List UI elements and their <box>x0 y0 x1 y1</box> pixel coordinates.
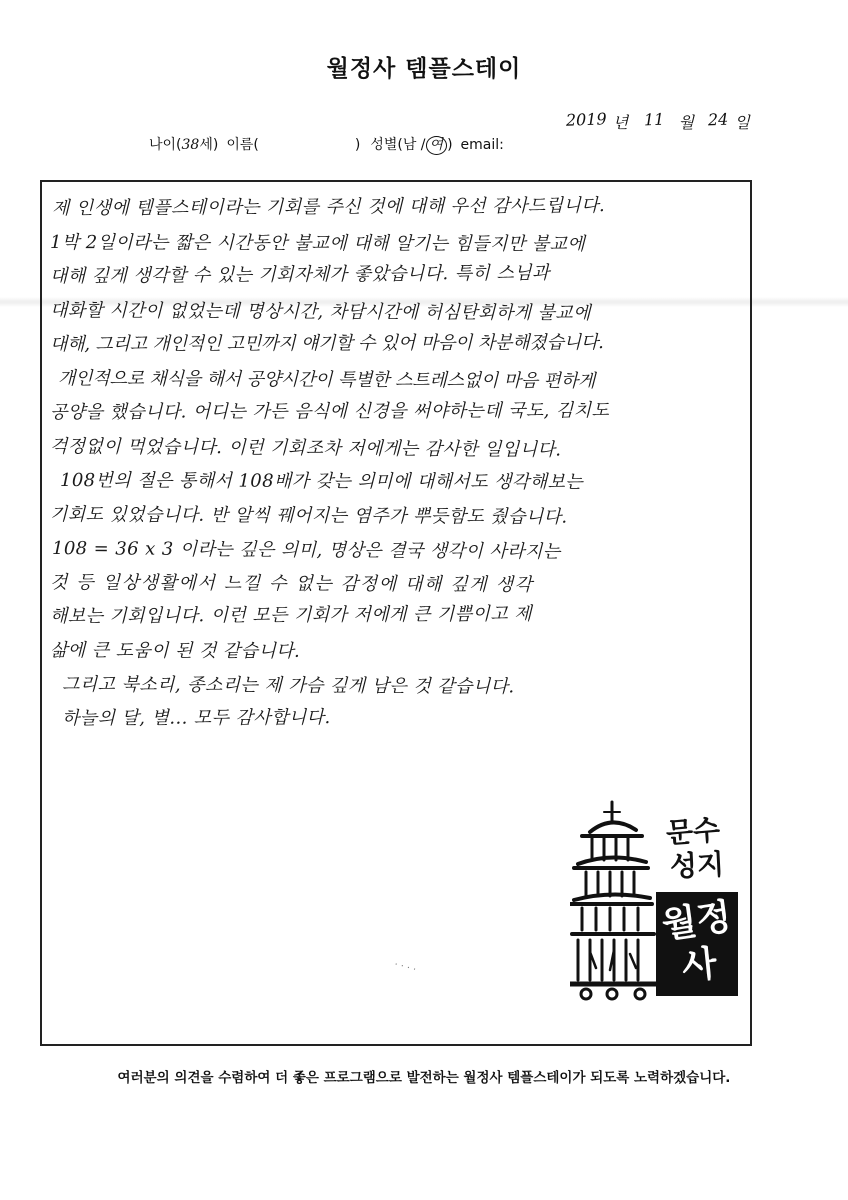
letter-line: 걱정없이 먹었습니다. 이런 기회조차 저에게는 감사한 일입니다. <box>49 436 562 461</box>
name-close: ) <box>354 137 361 153</box>
letter-line: 개인적으로 채식을 해서 공양시간이 특별한 스트레스없이 마음 편하게 <box>57 368 596 392</box>
age-label: 나이( <box>149 137 182 153</box>
letter-body <box>50 192 750 736</box>
footer-note: 여러분의 의견을 수렴하여 더 좋은 프로그램으로 발전하는 월정사 템플스테이가 되도록 노력하겠습니다. <box>117 1070 731 1086</box>
date-day-suffix: 일 <box>734 113 750 132</box>
letter-line: 하늘의 달, 별... 모두 감사합니다. <box>61 707 331 729</box>
page-title: 월정사 템플스테이 <box>326 56 522 82</box>
age-suffix: 세) <box>199 137 219 153</box>
letter-line: 것 등 일상생활에서 느낄 수 없는 감정에 대해 깊게 생각 <box>49 572 534 596</box>
stamp-text-line1: 문수 <box>664 813 722 850</box>
info-line <box>149 134 504 155</box>
letter-line: 108 = 36 x 3 이라는 깊은 의미, 명상은 결국 생각이 사라지는 <box>51 538 561 563</box>
letter-line: 공양을 했습니다. 어디는 가든 음식에 신경을 써야하는데 국도, 김치도 <box>49 400 610 423</box>
pencil-dots: · · · · <box>392 959 418 976</box>
date-day: 24 <box>707 109 729 130</box>
date-line <box>566 110 750 133</box>
letter-line: 대해 깊게 생각할 수 있는 기회자체가 좋았습니다. 특히 스님과 <box>49 262 550 287</box>
seal-text-line2: 사 <box>679 943 719 988</box>
stamp-text-line2: 성지 <box>669 847 725 884</box>
email-label: email: <box>460 137 504 153</box>
age-value: 38 <box>181 137 200 153</box>
letter-line: 대해, 그리고 개인적인 고민까지 얘기할 수 있어 마음이 차분해졌습니다. <box>49 332 604 355</box>
letter-line: 108번의 절은 통해서 108배가 갖는 의미에 대해서도 생각해보는 <box>59 470 584 493</box>
seal-text-line1: 월정 <box>659 896 735 947</box>
letter-line: 그리고 북소리, 종소리는 제 가슴 깊게 남은 것 같습니다. <box>61 674 515 698</box>
letter-line: 기회도 있었습니다. 반 알씩 꿰어지는 염주가 뿌듯함도 줬습니다. <box>49 504 568 528</box>
name-label: 이름( <box>226 137 259 153</box>
letter-line: 삶에 큰 도움이 된 것 같습니다. <box>49 640 301 662</box>
temple-stamp <box>570 800 745 1015</box>
date-month-suffix: 월 <box>678 113 695 132</box>
letter-line: 대화할 시간이 없었는데 명상시간, 차담시간에 허심탄회하게 불교에 <box>49 300 591 324</box>
letter-line: 1박 2일이라는 짧은 시간동안 불교에 대해 알기는 힘들지만 불교에 <box>49 232 586 255</box>
date-year: 2019 <box>565 109 607 130</box>
date-month: 11 <box>643 109 665 130</box>
gender-selected: 여 <box>426 136 448 155</box>
gender-close: ) <box>447 137 453 153</box>
letter-line: 제 인생에 템플스테이라는 기회를 주신 것에 대해 우선 감사드립니다. <box>51 195 606 219</box>
letter-line: 해보는 기회입니다. 이런 모든 기회가 저에게 큰 기쁨이고 제 <box>49 603 533 627</box>
gender-label: 성별(남 / <box>370 137 426 153</box>
date-year-suffix: 년 <box>612 113 629 132</box>
